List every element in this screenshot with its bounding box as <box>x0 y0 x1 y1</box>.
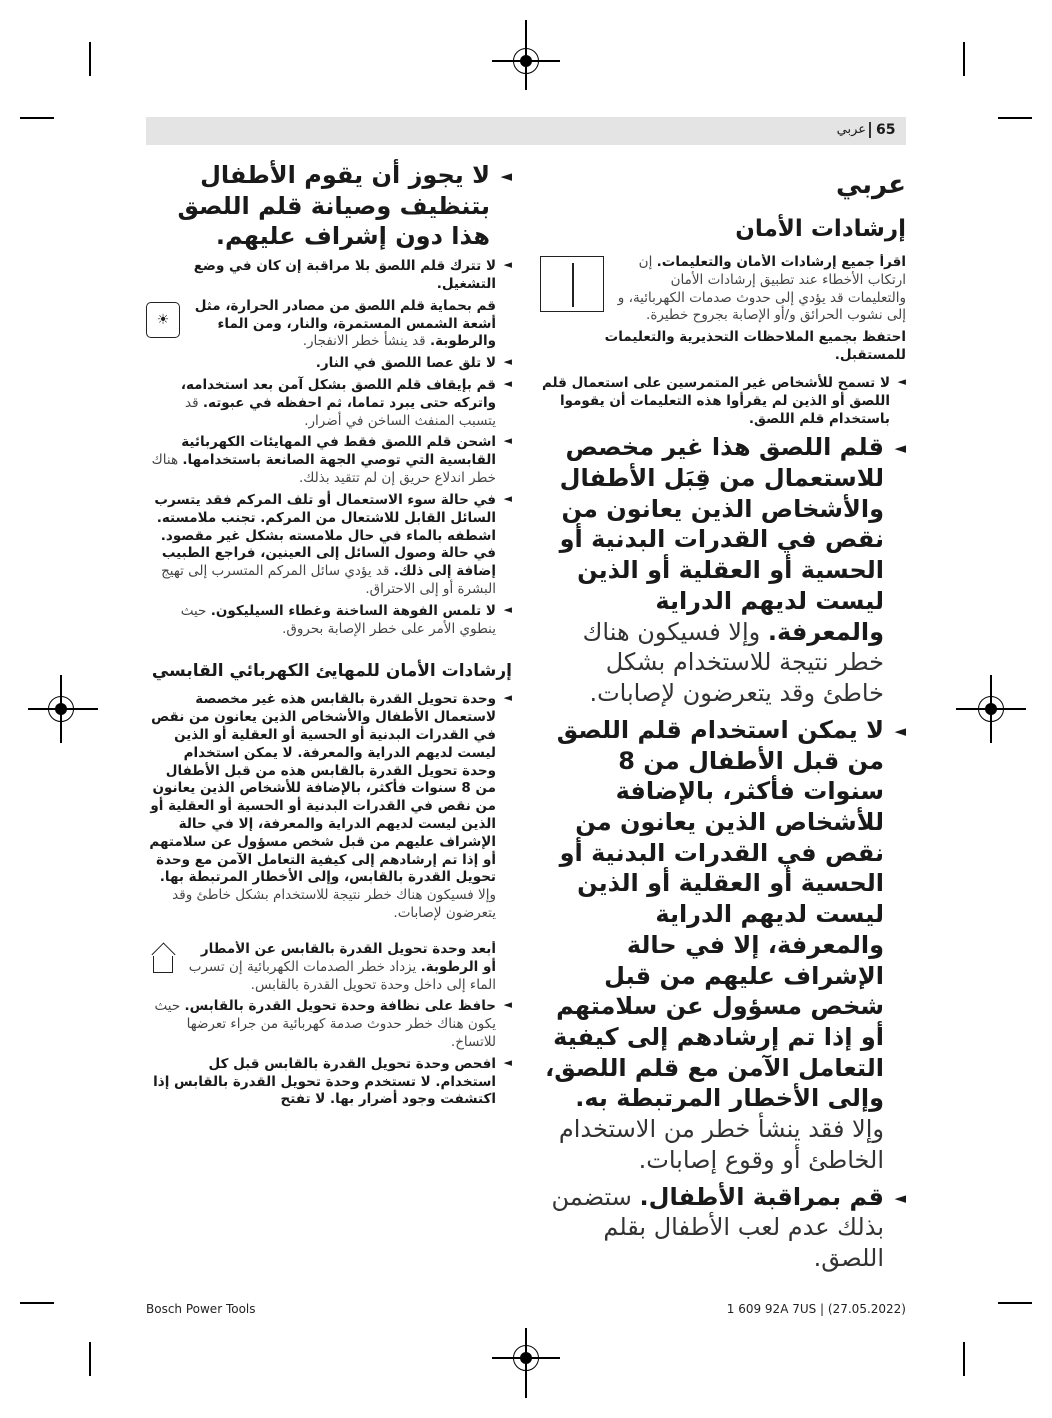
header-separator <box>869 122 871 138</box>
bullet-clean <box>146 998 512 1051</box>
book-icon <box>540 256 604 312</box>
adapter-section-title: إرشادات الأمان للمهايئ الكهربائي القابسي <box>151 661 512 682</box>
bullet-untrained <box>540 375 906 428</box>
bullet-supervise-bold: قم بمراقبة الأطفال. <box>639 1182 884 1211</box>
bullet-not-intended-text: وإلا فسيكون هناك خطر نتيجة للاستخدام بشكل خاطئ وقد يتعرضون لإصابات. <box>582 617 884 708</box>
header-section-name: عربي <box>836 122 866 137</box>
bullet-check-bold: افحص وحدة تحويل القدرة بالقابس قبل كل استخدام. لا تستخدم وحدة تحويل القدرة بالقابس إذا اكتشفت وجود أضرار بها. لا تفتح <box>153 1055 496 1108</box>
bullet-fire-bold: لا تلق عصا اللصق في النار. <box>315 355 496 372</box>
crop-mark <box>998 117 1032 119</box>
crop-mark <box>20 1302 54 1304</box>
bullet-age8-bold: لا يمكن استخدام قلم اللصق من قبل الأطفال من 8 سنوات فأكثر، بالإضافة للأشخاص الذين يعانون من نقص في القدرات البدنية أو الحسية أو العقلية أو الذين ليست لديهم الدراية والمعرفة، إلا في حالة الإشراف عليهم من قبل شخص مسؤول عن سلامتهم أو إذا تم إرشادهم إلى كيفية التعامل الآمن مع قلم اللصق، وإلى الأخطار المرتبطة به. <box>545 715 884 1113</box>
page-number: 65 <box>876 122 896 138</box>
registration-mark <box>513 1345 539 1371</box>
bullet-battery-bold: في حالة سوء الاستعمال أو تلف المركم فقد يتسرب السائل القابل للاشتعال من المركم. تجنب ملامسته. اشطفه بالماء في حال ملامسته بشكل غير مقصود. في حالة وصول السائل إلى العينين، فراجع الطبيب إضافة إلى ذلك. <box>154 491 496 580</box>
bullet-clean-text: حيث يكون هناك خطر حدوث صدمة كهربائية من جراء تعرضها للاتساخ. <box>154 998 496 1050</box>
house-icon <box>146 943 180 975</box>
registration-mark <box>513 48 539 74</box>
rain-text: يزداد خطر الصدمات الكهربائية إن تسرب الماء إلى داخل وحدة تحويل القدرة بالقابس. <box>188 958 496 993</box>
bullet-battery-text: قد يؤدي سائل المركم المتسرب إلى تهيج البشرة أو إلى الاحتراق. <box>161 563 496 597</box>
crop-mark <box>963 42 965 76</box>
bullet-charge-bold: اشحن قلم اللصق فقط في المهايئات الكهربائية القابسية التي توصي الجهة الصانعة باستخدامها. <box>181 434 496 469</box>
bullet-age8 <box>540 715 906 1176</box>
bullet-unattended-bold: لا تترك قلم اللصق بلا مراقبة إن كان في وضع التشغيل. <box>193 258 496 292</box>
safety-title: إرشادات الأمان <box>735 216 906 242</box>
language-title: عربي <box>835 170 906 200</box>
heat-paragraph <box>146 298 512 351</box>
heat-text: قد ينشأ خطر الانفجار. <box>302 333 426 350</box>
keep-notes: احتفظ بجميع الملاحظات التحذيرية والتعليمات للمستقبل. <box>604 329 906 364</box>
bullet-fire <box>146 355 512 373</box>
bullet-check <box>146 1056 512 1109</box>
crop-mark <box>89 1342 91 1376</box>
rain-paragraph <box>146 941 512 994</box>
intro-bold: اقرأ جميع إرشادات الأمان والتعليمات. <box>656 254 906 270</box>
bullet-charge-text: هناك خطر اندلاع حريق إن لم تتقيد بذلك. <box>151 452 496 487</box>
left-column <box>146 160 512 1113</box>
bullet-nozzle-bold: لا تلمس الفوهة الساخنة وغطاء السيليكون. <box>210 602 496 619</box>
bullet-age8-text: وإلا فقد ينشأ خطر من الاستخدام الخاطئ أو وقوع إصابات. <box>558 1115 884 1174</box>
bullet-store <box>146 377 512 430</box>
bullet-supervise-text: ستضمن بذلك عدم لعب الأطفال بقلم اللصق. <box>551 1182 884 1272</box>
footer-doc-code: 1 609 92A 7US | (27.05.2022) <box>726 1302 906 1316</box>
bullet-unattended <box>146 258 512 294</box>
crop-mark <box>963 1342 965 1376</box>
crop-mark <box>998 1302 1032 1304</box>
header-band <box>146 117 906 145</box>
bullet-store-bold: قم بإيقاف قلم اللصق بشكل آمن بعد استخدامه، واتركه حتى يبرد تماما، ثم احفظه في عبوته. <box>180 377 496 411</box>
intro-paragraph <box>540 254 906 325</box>
bullet-supervise <box>540 1182 906 1274</box>
crop-mark <box>20 117 54 119</box>
bullet-charge <box>146 434 512 487</box>
crop-mark <box>89 42 91 76</box>
bullet-untrained-bold: لا تسمح للأشخاص غير المتمرسين على استعمال قلم اللصق أو الذين لم يقرأوا هذه التعليمات أن يقوموا باستخدام قلم اللصق. <box>541 374 890 427</box>
bullet-clean-bold: حافظ على نظافة وحدة تحويل القدرة بالقابس. <box>184 998 496 1015</box>
bullet-nozzle-text: حيث ينطوي الأمر على خطر الإصابة بحروق. <box>180 602 496 637</box>
bullet-nozzle <box>146 603 512 639</box>
bullet-adapter-text: وإلا فسيكون هناك خطر نتيجة للاستخدام بشكل خاطئ وقد يتعرضون لإصابات. <box>172 887 496 922</box>
bullet-not-intended <box>540 432 906 708</box>
bullet-battery <box>146 492 512 599</box>
bullet-not-intended-bold: قلم اللصق هذا غير مخصص للاستعمال من قِبَل الأطفال والأشخاص الذين يعانون من نقص في القدرات البدنية أو الحسية أو العقلية أو الذين ليست لديهم الدراية والمعرفة. <box>559 433 884 646</box>
rain-bold: أبعد وحدة تحويل القدرة بالقابس عن الأمطار أو الرطوبة. <box>200 940 496 975</box>
footer-brand: Bosch Power Tools <box>146 1302 256 1316</box>
bullet-children-cleaning-bold: لا يجوز أن يقوم الأطفال بتنظيف وصيانة قلم اللصق هذا دون إشراف عليهم. <box>177 161 490 251</box>
intro-text: إن ارتكاب الأخطاء عند تطبيق إرشادات الأمان والتعليمات قد يؤدي إلى حدوث صدمات الكهربائية، و إلى نشوب الحرائق و/أو الإصابة بجروح خطيرة. <box>617 254 906 324</box>
bullet-adapter <box>146 691 512 923</box>
right-column <box>540 160 906 1280</box>
bullet-store-text: قد يتسبب المنفث الساخن في أضرار. <box>185 394 496 429</box>
bullet-adapter-bold: وحدة تحويل القدرة بالقابس هذه غير مخصصة لاستعمال الأطفال والأشخاص الذين يعانون من نقص في القدرات البدنية أو الحسية أو العقلية أو الذين ليست لديهم الدراية والمعرفة. لا يمكن استخدام وحدة تحويل القدرة بالقابس هذه من قبل الأطفال من 8 سنوات فأكثر، بالإضافة للأشخاص الذين يعانون من نقص في القدرات البدنية أو الحسية أو العقلية أو الذين ليست لديهم الدراية والمعرفة، إلا في حالة الإشراف عليهم من قبل شخص مسؤول عن سلامتهم أو إذا تم إرشادهم إلى كيفية التعامل الآمن مع وحدة تحويل القدرة بالقابس، وإلى الأخطار المرتبطة بها. <box>149 691 496 886</box>
bullet-children-cleaning <box>146 160 512 252</box>
registration-mark <box>48 696 74 722</box>
heat-bold: قم بحماية قلم اللصق من مصادر الحرارة، مثل أشعة الشمس المستمرة، والنار، ومن الماء والرطوبة. <box>194 297 496 350</box>
registration-mark <box>978 696 1004 722</box>
heat-warning-icon: ☀ <box>146 302 180 338</box>
